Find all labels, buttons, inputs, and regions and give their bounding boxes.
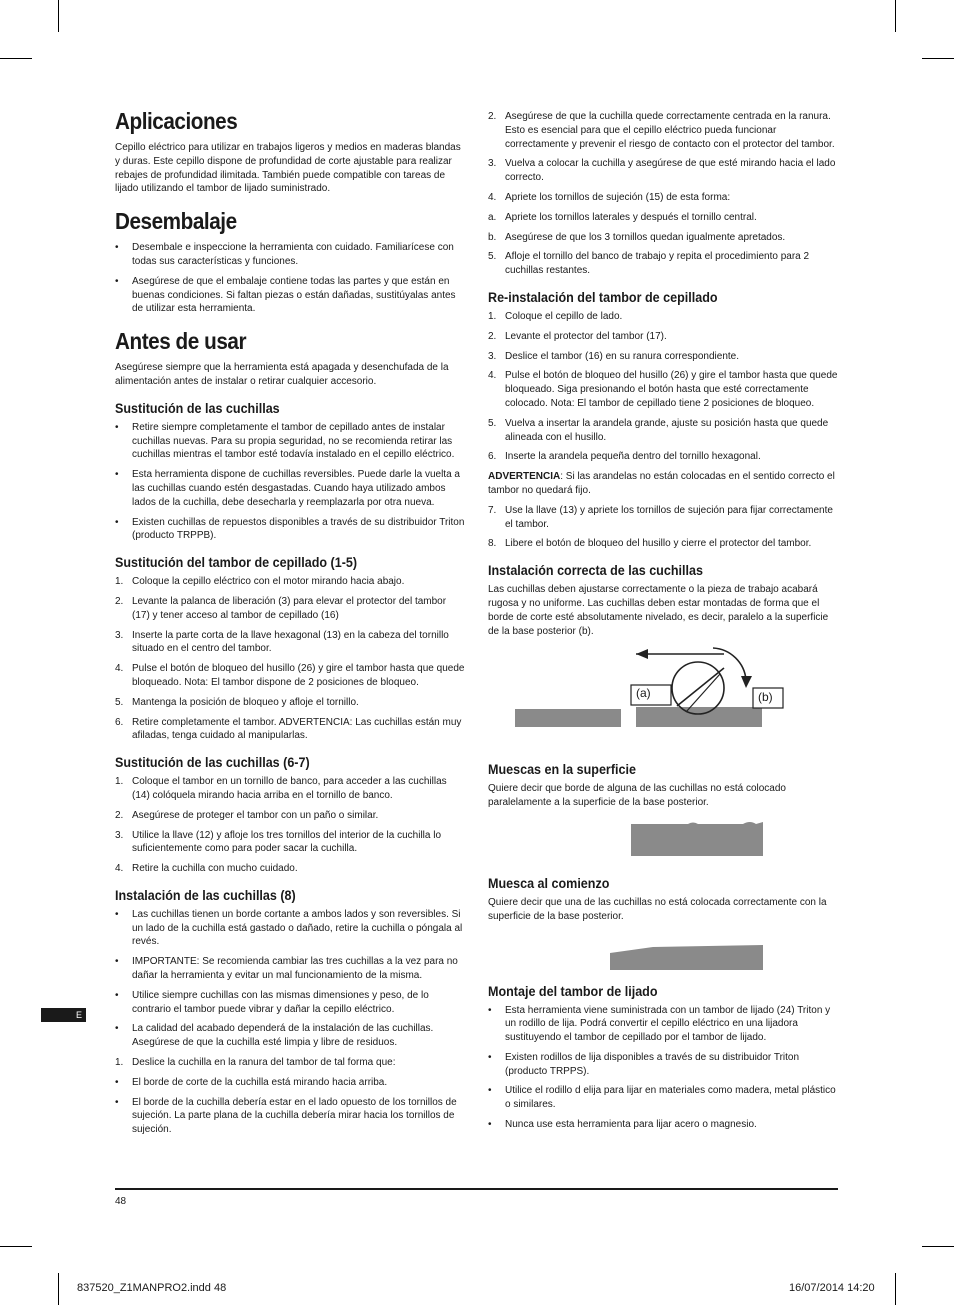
list-item: 2. Levante la palanca de liberación (3) para elevar el protector del tambor (17) y tener acceso al tambor de cepillado (16) bbox=[115, 595, 447, 621]
heading-sustitucion-tambor: Sustitución del tambor de cepillado (1-5) bbox=[115, 555, 358, 571]
warning-note: ADVERTENCIA: Si las arandelas no están colocadas en el sentido correcto el tambor no quedará fijo. bbox=[488, 471, 835, 496]
label-b: (b) bbox=[758, 690, 773, 705]
list-item: 1. Coloque el cepillo de lado. bbox=[488, 310, 623, 322]
section-aplicaciones bbox=[115, 108, 465, 196]
surface-notch-diagram bbox=[488, 820, 838, 864]
crop-mark bbox=[0, 1246, 32, 1247]
list-item: • Existen cuchillas de repuestos disponibles a través de su distribuidor Triton (producto TRPPB). bbox=[115, 516, 465, 542]
list-item: 8. Libere el botón de bloqueo del husillo y cierre el protector del tambor. bbox=[488, 538, 812, 550]
heading-tambor-lijado: Montaje del tambor de lijado bbox=[488, 983, 658, 999]
list-item: • Asegúrese de que el embalaje contiene todas las partes y que están en buenas condiciones. Si faltan piezas o están dañadas, sustitúyalas antes de utilizar esta herramienta. bbox=[115, 275, 456, 315]
list-item: 6. Inserte la arandela pequeña dentro del tornillo hexagonal. bbox=[488, 451, 761, 463]
page-number: 48 bbox=[115, 1196, 127, 1207]
list-item: 1. Coloque la cepillo eléctrico con el motor mirando hacia abajo. bbox=[115, 576, 405, 588]
list-item: 3. Vuelva a colocar la cuchilla y asegúrese de que esté mirando hacia el lado correcto. bbox=[488, 158, 836, 184]
footer-date: 16/07/2014 14:20 bbox=[789, 1282, 875, 1294]
heading-instalacion-cuchillas: Instalación de las cuchillas (8) bbox=[115, 887, 296, 903]
list-item: 5. Vuelva a insertar la arandela grande, ajuste su posición hasta que quede alineada con el husillo. bbox=[488, 417, 829, 443]
crop-mark bbox=[58, 0, 59, 32]
list-item: • La calidad del acabado dependerá de la instalación de las cuchillas. Asegúrese de que la cuchilla esté limpia y libre de residuos. bbox=[115, 1023, 434, 1049]
heading-aplicaciones: Aplicaciones bbox=[115, 108, 238, 134]
section-antes-de-usar bbox=[115, 328, 465, 389]
heading-sustitucion-cuchillas: Sustitución de las cuchillas bbox=[115, 400, 280, 416]
antes-text: Asegúrese siempre que la herramienta está apagada y desenchufada de la alimentación antes de instalar o retirar cualquier accesorio. bbox=[115, 362, 449, 387]
list-item: • El borde de corte de la cuchilla está mirando hacia arriba. bbox=[115, 1076, 388, 1088]
list-item: • IMPORTANTE: Se recomienda cambiar las tres cuchillas a la vez para no dañar la herramienta y evitar un mal funcionamiento de la misma. bbox=[115, 956, 458, 982]
comienzo-text: Quiere decir que una de las cuchillas no está colocada correctamente con la superficie de la base posterior. bbox=[488, 896, 827, 922]
heading-reinstalacion: Re-instalación del tambor de cepillado bbox=[488, 289, 718, 305]
list-item: • Existen rodillos de lija disponibles a través de su distribuidor Triton (producto TRPPS). bbox=[488, 1051, 800, 1077]
footer-rule bbox=[115, 1188, 838, 1190]
list-item: 4. Pulse el botón de bloqueo del husillo (26) y gire el tambor hasta que quede bloqueado. Nota: El tambor dispone de 2 posiciones de bloqueo. bbox=[115, 663, 465, 688]
label-a: (a) bbox=[636, 686, 651, 701]
list-item: 4. Pulse el botón de bloqueo del husillo (26) y gire el tambor hasta que quede bloqueado. Siga presionando el botón hasta que esté correctamente colocado. Nota: El tambor de cepillado tiene 2 posiciones de bloqueo. bbox=[488, 370, 838, 409]
list-item: 4. Apriete los tornillos de sujeción (15) de esta forma: bbox=[488, 191, 731, 203]
right-column bbox=[488, 110, 838, 1138]
language-tab bbox=[41, 1008, 86, 1022]
heading-instalacion-correcta: Instalación correcta de las cuchillas bbox=[488, 563, 703, 579]
correcta-text: Las cuchillas deben ajustarse correctamente o la pieza de trabajo acabará rugosa y no uniforme. Las cuchillas deben estar montadas de forma que el borde de corte esté absolutamente nivelado, es decir, paralelo a la superficie de la base posterior (b). bbox=[488, 584, 829, 637]
list-item: 3. Inserte la parte corta de la llave hexagonal (13) en la cabeza del tornillo situado en el centro del tambor. bbox=[115, 629, 449, 655]
list-item: • Esta herramienta dispone de cuchillas reversibles. Puede darle la vuelta a las cuchillas cuando estén desgastadas. Cuando haya utilizado ambos lados de la cuchilla, debe desecharla y reemplazarla por otra nueva. bbox=[115, 469, 460, 508]
blade-alignment-diagram bbox=[488, 646, 838, 750]
list-item: 5. Afloje el tornillo del banco de trabajo y repita el procedimiento para 2 cuchillas restantes. bbox=[488, 251, 810, 277]
list-item: 7. Use la llave (13) y apriete los tornillos de sujeción para fijar correctamente el tambor. bbox=[488, 504, 833, 530]
left-column bbox=[115, 108, 465, 1143]
list-item: 5. Mantenga la posición de bloqueo y afloje el tornillo. bbox=[115, 696, 359, 708]
crop-mark bbox=[0, 58, 32, 59]
list-item: • Las cuchillas tienen un borde cortante a ambos lados y son reversibles. Si un lado de la cuchilla está gastado o dañado, retire la cuchilla o póngala al revés. bbox=[115, 908, 463, 948]
list-item: • Utilice siempre cuchillas con las mismas dimensiones y peso, de lo contrario el tambor puede vibrar y dañar la cepillo eléctrico. bbox=[115, 989, 429, 1015]
crop-mark bbox=[922, 1246, 954, 1247]
footer-file: 837520_Z1MANPRO2.indd 48 bbox=[77, 1282, 227, 1294]
list-item: 1. Deslice la cuchilla en la ranura del tambor de tal forma que: bbox=[115, 1057, 396, 1069]
list-item: 2. Levante el protector del tambor (17). bbox=[488, 330, 667, 342]
list-item: b. Asegúrese de que los 3 tornillos quedan igualmente apretados. bbox=[488, 231, 786, 243]
section-desembalaje bbox=[115, 208, 465, 316]
crop-mark bbox=[922, 58, 954, 59]
language-tab-label: E bbox=[75, 1010, 82, 1020]
list-item: • Esta herramienta viene suministrada con un tambor de lijado (24) Triton y un rodillo de lija. Podrá convertir el cepillo eléctrico en una lijadora sustituyendo el tambor de cepillado por el tambor de lijado. bbox=[488, 1004, 831, 1044]
list-item: • Utilice el rodillo d elija para lijar en materiales como madera, metal plástico o similares. bbox=[488, 1085, 836, 1111]
heading-desembalaje: Desembalaje bbox=[115, 208, 237, 235]
start-notch-diagram bbox=[488, 936, 838, 972]
list-item: 3. Utilice la llave (12) y afloje los tres tornillos del interior de la cuchilla lo suficientemente como para poder sacar la cuchilla. bbox=[115, 829, 442, 855]
heading-muescas: Muescas en la superficie bbox=[488, 762, 636, 778]
list-item: 2. Asegúrese de proteger el tambor con un paño o similar. bbox=[115, 809, 379, 821]
list-item: • El borde de la cuchilla debería estar en el lado opuesto de los tornillos de sujeción. La parte plana de la cuchilla debería mirar hacia los tornillos de sujeción. bbox=[115, 1096, 457, 1136]
heading-muesca-comienzo: Muesca al comienzo bbox=[488, 875, 610, 891]
muescas-text: Quiere decir que borde de alguna de las cuchillas no está colocado paralelamente a la superficie de la base posterior. bbox=[488, 783, 786, 809]
list-item: 6. Retire completamente el tambor. ADVERTENCIA: Las cuchillas están muy afiladas, tenga cuidado al manipularlas. bbox=[115, 716, 462, 742]
crop-mark bbox=[895, 0, 896, 32]
list-item: • Desembale e inspeccione la herramienta con cuidado. Familiarícese con todas sus características y funciones. bbox=[115, 242, 454, 267]
crop-mark bbox=[58, 1273, 59, 1305]
list-item: 1. Coloque el tambor en un tornillo de banco, para acceder a las cuchillas (14) colóquela mirando hacia arriba en el tornillo de banco. bbox=[115, 776, 447, 801]
list-item: • Retire siempre completamente el tambor de cepillado antes de instalar cuchillas nuevas. Para su propia seguridad, no se recomienda retirar las cuchillas mientras el tambor esté todavía instalado en el cepillo eléctrico. bbox=[115, 421, 455, 461]
list-item: 2. Asegúrese de que la cuchilla quede correctamente centrada en la ranura. Esto es esencial para que el cepillo eléctrico pueda funcionar correctamente y prevenir el riesgo de contacto con el protector del tambor. bbox=[488, 111, 835, 150]
list-item: 4. Retire la cuchilla con mucho cuidado. bbox=[115, 863, 298, 875]
list-item: 3. Deslice el tambor (16) en su ranura correspondiente. bbox=[488, 350, 740, 362]
heading-sustitucion-cuchillas-67: Sustitución de las cuchillas (6-7) bbox=[115, 755, 310, 771]
list-item: a. Apriete los tornillos laterales y después el tornillo central. bbox=[488, 211, 757, 223]
crop-mark bbox=[895, 1273, 896, 1305]
aplicaciones-text: Cepillo eléctrico para utilizar en trabajos ligeros y medios en maderas blandas y duras. Este cepillo dispone de profundidad de corte ajustable para realizar rebajes de profundidad ilimitada. También puede compatible con tareas de lijado utilizando el tambor de lijado suministrado. bbox=[115, 142, 461, 195]
heading-antes-de-usar: Antes de usar bbox=[115, 328, 247, 355]
list-item: • Nunca use esta herramienta para lijar acero o magnesio. bbox=[488, 1119, 757, 1131]
